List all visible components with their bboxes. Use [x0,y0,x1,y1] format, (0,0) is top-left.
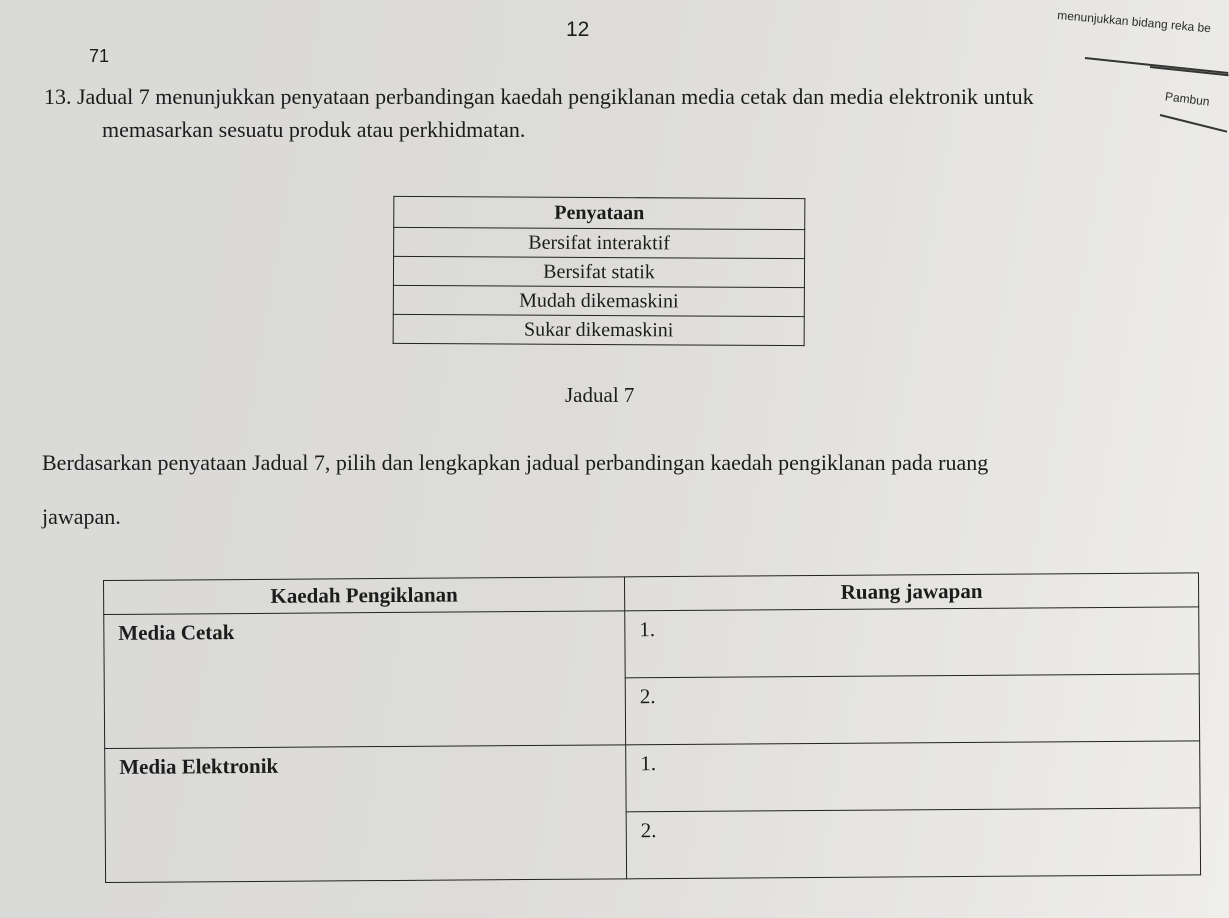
statement-row: Sukar dikemaskini [393,314,804,345]
statement-row: Bersifat statik [393,256,804,287]
method-cell-electronic: Media Elektronik [105,745,627,883]
margin-label: Pambun [1164,89,1211,109]
answer-slot[interactable]: 1. [626,741,1200,812]
answer-header-method: Kaedah Pengiklanan [104,577,625,615]
table-caption: Jadual 7 [565,383,635,407]
question-code: 71 [89,46,110,66]
instruction-text: Berdasarkan penyataan Jadual 7, pilih dan lengkapkan jadual perbandingan kaedah pengiklanan pada ruang [42,450,989,475]
statement-row: Bersifat interaktif [394,227,805,258]
method-cell-print: Media Cetak [104,611,626,749]
question-text-continued: memasarkan sesuatu produk atau perkhidmatan. [102,117,526,142]
margin-rule [1160,114,1227,133]
margin-note: menunjukkan bidang reka be [1056,8,1212,36]
statement-row: Mudah dikemaskini [393,285,804,316]
instruction-text-continued: jawapan. [42,504,121,529]
page-number: 12 [566,18,590,41]
statement-table-header: Penyataan [394,196,805,229]
answer-table [103,572,1201,883]
answer-slot[interactable]: 2. [626,808,1200,879]
answer-slot[interactable]: 2. [625,674,1199,745]
answer-header-space: Ruang jawapan [624,573,1198,611]
question-text: 13. Jadual 7 menunjukkan penyataan perbandingan kaedah pengiklanan media cetak dan media elektronik untuk [44,84,1034,109]
answer-slot[interactable]: 1. [625,607,1199,678]
statement-table [393,196,806,346]
